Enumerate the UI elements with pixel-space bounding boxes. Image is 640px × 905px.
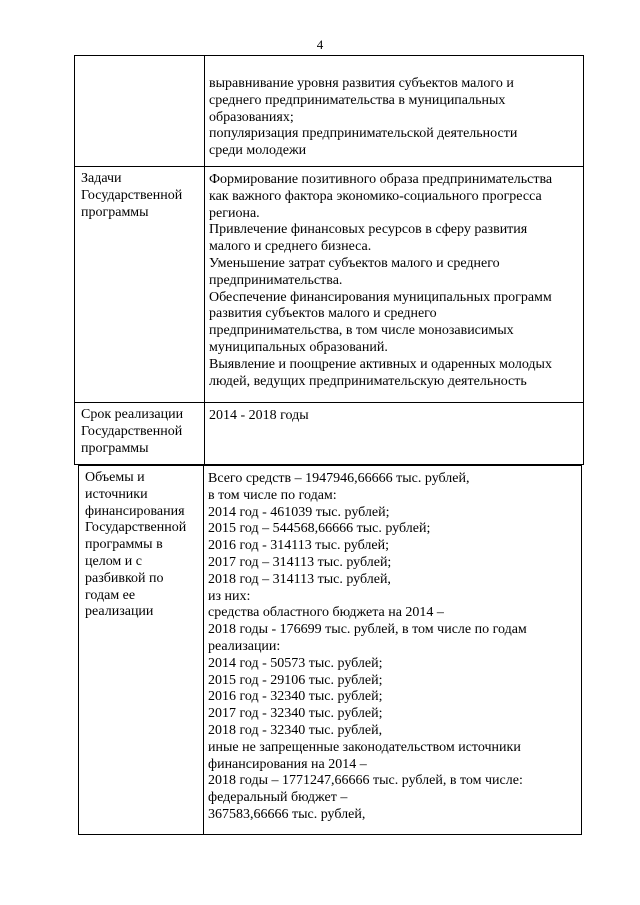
funding-label-line: Государственной: [85, 520, 187, 536]
tasks-line: предпринимательства.: [209, 272, 343, 288]
term-line: 2014 - 2018 годы: [209, 408, 309, 423]
tasks-line: предпринимательства, в том числе монозависимых: [209, 323, 514, 339]
funding-line: 2016 год - 314113 тыс. рублей;: [208, 538, 389, 554]
funding-label-line: источники: [85, 486, 148, 502]
funding-label-line: реализации: [85, 604, 154, 620]
goals-line: образованиях;: [209, 109, 294, 125]
goals-line: популяризация предпринимательской деятельности: [209, 126, 518, 142]
funding-value-cell: [204, 466, 582, 835]
funding-line: 2014 год - 50573 тыс. рублей;: [208, 655, 383, 671]
term-label-line: программы: [81, 440, 149, 456]
funding-line: 2018 год – 314113 тыс. рублей,: [208, 571, 391, 587]
table-row-funding: [79, 466, 582, 835]
tasks-line: развития субъектов малого и среднего: [209, 306, 437, 322]
funding-label-line: целом и с: [85, 553, 142, 569]
term-label-line: Государственной: [81, 423, 183, 439]
tasks-line: муниципальных образований.: [209, 339, 388, 355]
tasks-label-line: Государственной: [81, 187, 183, 203]
funding-label-cell: [79, 466, 204, 835]
funding-line: реализации:: [208, 638, 281, 654]
term-label-cell: [75, 403, 205, 465]
funding-line: 2015 год – 544568,66666 тыс. рублей;: [208, 521, 431, 537]
funding-line: 2014 год - 461039 тыс. рублей;: [208, 504, 390, 520]
funding-line: 367583,66666 тыс. рублей,: [208, 806, 366, 822]
funding-label-line: годам ее: [85, 587, 136, 603]
tasks-label-line: Задачи: [81, 171, 122, 186]
tasks-label-line: программы: [81, 204, 149, 220]
table-row-goals-continued: [75, 56, 584, 167]
tasks-line: Формирование позитивного образа предпринимательства: [209, 172, 553, 187]
tasks-line: малого и среднего бизнеса.: [209, 239, 372, 255]
goals-line: выравнивание уровня развития субъектов малого и: [209, 76, 514, 91]
page-number: 4: [316, 37, 324, 52]
program-passport-table: [74, 55, 584, 465]
funding-line: 2018 годы – 1771247,66666 тыс. рублей, в том числе:: [208, 773, 523, 789]
funding-line: Всего средств – 1947946,66666 тыс. рублей,: [208, 471, 470, 486]
table-row-tasks: [75, 167, 584, 403]
tasks-line: как важного фактора экономико-социального прогресса: [209, 188, 542, 204]
goals-line: среди молодежи: [209, 143, 307, 159]
funding-line: 2018 годы - 176699 тыс. рублей, в том числе по годам: [208, 622, 527, 638]
tasks-line: людей, ведущих предпринимательскую деятельность: [209, 373, 527, 389]
funding-table: [78, 465, 582, 835]
funding-line: 2015 год - 29106 тыс. рублей;: [208, 672, 383, 688]
funding-label-line: финансирования: [85, 503, 185, 519]
funding-line: иные не запрещенные законодательством источники: [208, 739, 521, 755]
funding-line: 2018 год - 32340 тыс. рублей,: [208, 722, 383, 738]
tasks-line: региона.: [209, 205, 260, 221]
term-label-line: Срок реализации: [81, 407, 184, 422]
tasks-value-cell: [205, 167, 584, 403]
tasks-line: Обеспечение финансирования муниципальных программ: [209, 289, 552, 305]
tasks-line: Уменьшение затрат субъектов малого и среднего: [209, 255, 500, 271]
funding-line: 2016 год - 32340 тыс. рублей;: [208, 689, 383, 705]
funding-label-line: программы в: [85, 537, 163, 553]
funding-label-line: разбивкой по: [85, 570, 164, 586]
funding-line: финансирования на 2014 –: [208, 756, 367, 772]
table-row-term: [75, 403, 584, 465]
term-value-cell: [205, 403, 584, 465]
funding-line: федеральный бюджет –: [208, 790, 348, 806]
tasks-line: Привлечение финансовых ресурсов в сферу развития: [209, 222, 528, 238]
funding-line: в том числе по годам:: [208, 487, 337, 503]
funding-line: 2017 год – 314113 тыс. рублей;: [208, 554, 392, 570]
tasks-line: Выявление и поощрение активных и одаренных молодых: [209, 356, 552, 372]
funding-line: средства областного бюджета на 2014 –: [208, 605, 444, 621]
goals-label-cell: [75, 56, 205, 167]
goals-value-cell: [205, 56, 584, 167]
funding-label-line: Объемы и: [85, 470, 145, 485]
funding-line: из них:: [208, 588, 251, 604]
funding-line: 2017 год - 32340 тыс. рублей;: [208, 706, 383, 722]
tasks-label-cell: [75, 167, 205, 403]
goals-line: среднего предпринимательства в муниципальных: [209, 92, 506, 108]
